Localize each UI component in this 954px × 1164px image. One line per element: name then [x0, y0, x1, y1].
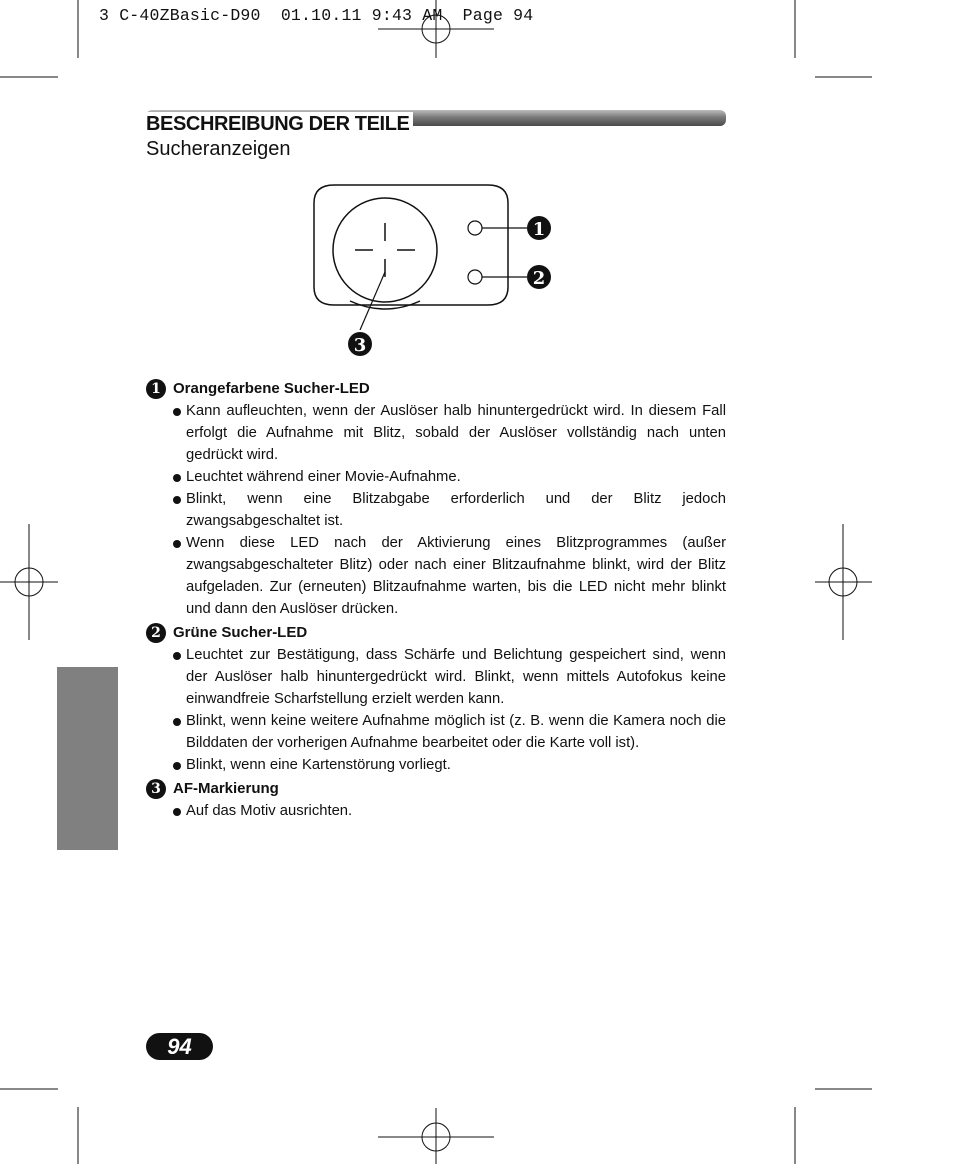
item-title: Orangefarbene Sucher-LED — [173, 380, 370, 397]
viewfinder-circle — [333, 198, 437, 302]
list-item: Blinkt, wenn eine Kartenstörung vorliegt. — [172, 754, 726, 776]
green-led — [468, 270, 482, 284]
side-tab — [57, 667, 118, 850]
list-item: Leuchtet zur Bestätigung, dass Schärfe und Belichtung gespeichert sind, wenn der Auslöser halb hinuntergedrückt wird. Blinkt, wenn mittels Autofokus keine einwandfreie Scharfstellung erzielt werden kann. — [172, 644, 726, 710]
section-subtitle: Sucheranzeigen — [146, 138, 291, 160]
callout-2 — [527, 265, 551, 289]
list-item: Wenn diese LED nach der Aktivierung eines Blitzprogrammes (außer zwangsabgeschalteter Blitz) oder nach einer Blitzaufnahme blinkt, wird der Blitz aufgeladen. Zur (erneuten) Blitzaufnahme warten, bis die LED nicht mehr blinkt und dann den Auslöser drücken. — [172, 532, 726, 620]
list-item: Blinkt, wenn keine weitere Aufnahme möglich ist (z. B. wenn die Kamera noch die Bilddaten der vorherigen Aufnahme bearbeitet oder die Karte voll ist). — [172, 710, 726, 754]
list-item: Blinkt, wenn eine Blitzabgabe erforderlich und der Blitz jedoch zwangsabgeschaltet ist. — [172, 488, 726, 532]
item-af-mark — [146, 778, 726, 822]
viewfinder-diagram — [300, 175, 580, 365]
list-item: Kann aufleuchten, wenn der Auslöser halb hinuntergedrückt wird. In diesem Fall erfolgt die Aufnahme mit Blitz, sobald der Auslöser vollständig nach unten gedrückt wird. — [172, 400, 726, 466]
item-descriptions — [146, 376, 726, 822]
item-green-led — [146, 622, 726, 776]
svg-text:1: 1 — [532, 219, 546, 240]
svg-text:3: 3 — [353, 335, 367, 356]
item-title: AF-Markierung — [173, 780, 279, 797]
section-title: BESCHREIBUNG DER TEILE — [146, 112, 413, 136]
item-number: 1 — [146, 379, 166, 399]
page-number: 94 — [146, 1033, 213, 1060]
orange-led — [468, 221, 482, 235]
item-number: 3 — [146, 779, 166, 799]
item-title: Grüne Sucher-LED — [173, 624, 308, 641]
callout-1 — [527, 216, 551, 240]
print-header: 3 C-40ZBasic-D90 01.10.11 9:43 AM Page 94 — [99, 6, 534, 25]
item-orange-led — [146, 378, 726, 620]
list-item: Leuchtet während einer Movie-Aufnahme. — [172, 466, 726, 488]
callout-3 — [348, 332, 372, 356]
list-item: Auf das Motiv ausrichten. — [172, 800, 726, 822]
svg-text:2: 2 — [532, 268, 546, 289]
item-number: 2 — [146, 623, 166, 643]
